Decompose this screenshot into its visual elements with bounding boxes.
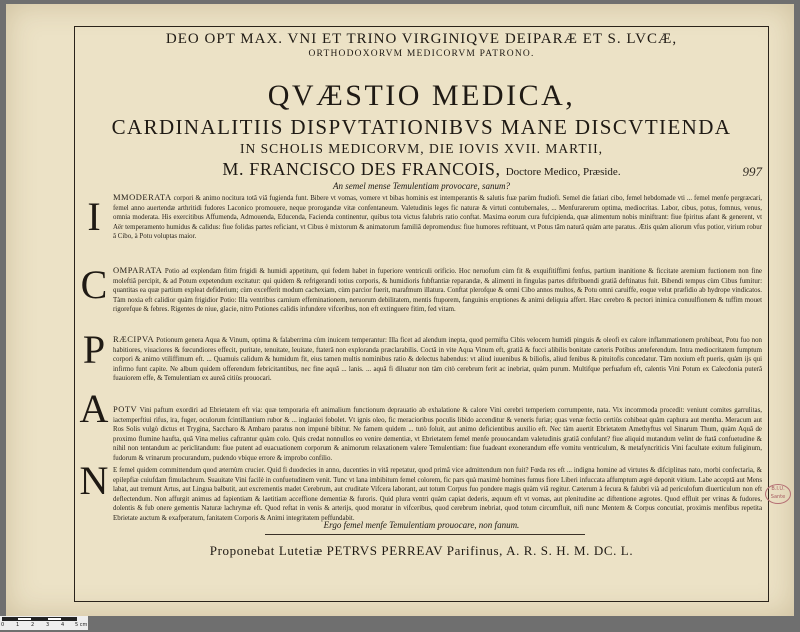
paragraph-lead: MMODERATA: [113, 192, 172, 202]
paragraph-lead: RÆCIPVA: [113, 334, 155, 344]
paragraph-text: Potionum genera Aqua & Vinum, optima & falaberrima cùm inuicem temperantur: Illa ficet ad alendum inepta, quod permifta Cibis velocem humidi pinguis & oleofi ex calore inflammationem prohibeat, Potu fuo non habitiores, viuaciores & fœcundiores effecit, puritate, tenuitate, leuitate, ftaterâ non exploranda præclarabilis. Coctâ in vite Aqua Vinum eft, gratiâ & fucci alibilis bonitate cæteris Potibus anteferendum. Intra mediocritatem fumptum corpori & animo vtiliffimum eft. ... Quamuis calidum & humidum fit, eius tamen multis nominibus ratio & delectus habendus: vt aliud iuuenibus & biliofis, aliud fenibus & pituitofis concedatur. Tàm noxium eft pueris, quàm ijs qui infirmo funt capite. Ne album quidem offerendum febricitantibus, nec fine aquâ ... lanis. ... aquâ fi diluatur non tàm citò cerebrum ferit ac inebriat, quàm purum. Multifque perfuafum eft, calentis Vini Potum ex Calecdonia puterâ fuauiorem effe, & Temulentiam ex aureâ citiùs prouocari.: [113, 337, 762, 383]
drop-cap-initial: P: [82, 327, 106, 372]
divider: [265, 534, 585, 535]
drop-cap-initial: I: [87, 194, 101, 239]
paragraph-text: E femel quidem committendum quod æternùm crucier. Quid fi duodecies in anno, ducenties in vitâ repetatur, quod primâ vice admittendum non fuit? Fœda res eft ... indigna homine ad virtutes & difciplinas nato, morbi confectaria, & epilepfiæ cuiufdam fimulachrum. Suauitate Vini facilè in confuetudinem venit. Tunc vt lana imbibitum femel colorem, fic pars quà maximè homines fumus fiore Liberi infuccata affumptum ægrè deponit vitium. Labe acceptâ aut Mens labat, aut tremunt Artus, aut Lingua balbutit, aut excrementis madet Cerebrum, aut cruditate Vifcera laborant, aut totum Corpus fuo pondere magis quàm viâ regitur. Cæterum à fecura & falubri vià ad periculofum diuerticulum non eft deflectendum. Non affurgit animus ad fapientiam & laetitiam acceffione dementiæ & furoris. Quid plura ventri quàm capiat dederis, æquum eft vt vomas, aut plenitudine ac diftentione ægrotes. Quod effluit per vrinas & fudores, dolentis & fub onere gementis Naturæ lachrymæ eft. Quod reftat in venis & arterijs, quod moratur in vifceribus, quod cerebrum inebriat, quod totum circumfluit, nifi nunc Mentem & Corpus concutiat, proximis menfibus repetita Ebrietate auctum & exafperatum, fanitatem Corporis & Animi integritatem peffundabit.: [113, 467, 762, 522]
paragraph-lead: OMPARATA: [113, 265, 163, 275]
presider-line: [75, 159, 768, 180]
page-sheet: [6, 4, 794, 616]
drop-cap-initial: C: [80, 262, 108, 307]
dedication-line: DEO OPT MAX. VNI ET TRINO VIRGINIQVE DEIPARÆ ET S. LVCÆ,: [165, 31, 678, 47]
subtitle-line: CARDINALITIIS DISPVTATIONIBVS MANE DISCVTIENDA: [111, 115, 732, 139]
ruler-segment: [32, 617, 47, 621]
thesis-border-frame: [74, 26, 769, 602]
proponent-line: Proponebat Lutetiæ PETRVS PERREAV Parifinus, A. R. S. H. M. DC. L.: [209, 543, 634, 558]
ruler-label: 1: [16, 622, 20, 628]
ruler-segment: [47, 617, 62, 621]
library-stamp: B.I.U. Sante: [765, 484, 791, 504]
paragraph-4: [113, 405, 762, 463]
ruler-label: 4: [61, 622, 65, 628]
page-title: QVÆSTIO MEDICA,: [267, 79, 576, 112]
drop-cap-initial: A: [79, 386, 109, 431]
paragraph-2: [113, 266, 762, 334]
paragraph-1: [113, 193, 762, 261]
ruler-label: 2: [31, 622, 35, 628]
ruler-label: 3: [46, 622, 50, 628]
place-date-line: IN SCHOLIS MEDICORVM, DIE IOVIS XVII. MARTII,: [240, 141, 603, 156]
ruler-label: 0: [1, 622, 5, 628]
drop-cap-initial: N: [79, 458, 109, 503]
ruler-label: 5 cm: [75, 622, 88, 628]
paragraph-3: [113, 335, 762, 403]
thesis-question: An semel mense Temulentiam provocare, sanum?: [333, 181, 510, 191]
conclusion-line: Ergo femel menfe Temulentiam prouocare, non fanum.: [323, 520, 520, 530]
paragraph-5: [113, 465, 762, 522]
scale-ruler: [0, 616, 88, 630]
paragraph-text: Vini paftum exordiri ad Ebrietatem eft via: quæ temporaria eft animalium functionum deprauatio ab exhalatione & calore Vini cerebri temperiem corrumpente, nata. Vix incommoda procedit: veniunt comites garrulitas, iactemperftiui rifus, ira, fuger, oculorum fcintillantium rubor & ... inglauiei fobolet. Vt ignis oleo, fic meracioribus poculis libido accenditur & veneris furiæ; quas venæ fectio certiùs cohibeat quàm caphura aut mentha. Meracum aut Ros Solis vulgò dictus et Trygina, Saccharo & Ambaro paratus non impunè bibitur. Ne famem quidem ... tutò foluit, aut animo deficientibus auxilio eft. Nec tàm auertit Ebrietatem Amethyftus vel Sinarum Thum, quàm Aquâ de proximo flumine haufta, quâ Vina melius caftrantur quàm colo. Quis credat nonnullos eo venire dementiæ, vt Ebrietatem femel menfe prouocandam valetudinis gratiâ confulant? fiue aliquid mutandum velint de ftatâ confuetudine & nihil non tentandum ac periclitandum: fiue putent ad euacuationem corporum & animorum relaxationem valere Temulentiam: fiue fuadeant exonerandum effe vomitu ventriculum, & metafyncriticis Vini facultate exitum fuliginum, fudorum & vrinarum procurandum, pudendo vbique errore & improbo confilio.: [113, 407, 762, 462]
ruler-segment: [17, 617, 32, 621]
paragraph-text: corpori & animo nocitura totâ viâ fugienda funt. Bibere vt vomas, vomere vt bibas hominis est intemperantis & salutis fuæ parùm ftudiofi. Semel die fatiari cibo, femel hebdomade vti ... femel menfe pergræcari, femel anno auertendæ arthritidi fudores Laconico promouere, neque prorogandæ vitæ confentaneum. Valetudinis leges fic naturæ & virtuti contubernales, ... Menfurarerum optima, mediocritas. Labor, cibus, potus, fomnus, venus, omnia moderata. His exercitibus Affumenda, Admouenda, Educenda, Facienda continentur, quibus tota victus falubris ratio conftat. Maxima eorum cura fufcipienda, quæ alimentum nobis miniftrant: fiue fpiritus afant & generent, vt Aër temperamento humidus & calidus: fiue folidas partes reficiant, vt Cibus è mixtorum & animatorum familiâ depromendus: fiue humores reftituant, vt Potus tâm naturâ quàm arte paratus. Ætis quàm aliorum vfus potior, virium robur â Cibo, à Potu voluptas maior.: [113, 195, 762, 241]
ruler-segment: [2, 617, 17, 621]
folio-number: 997: [742, 164, 762, 179]
ruler-segment: [62, 617, 77, 621]
patron-line: ORTHODOXORVM MEDICORVM PATRONO.: [308, 49, 535, 59]
paragraph-lead: POTV: [113, 404, 138, 414]
presider-role: Doctore Medico, Præside.: [505, 166, 621, 178]
presider-name: M. FRANCISCO DES FRANCOIS,: [222, 159, 501, 179]
paragraph-text: Potio ad explendam fitim frigidi & humidi appetitum, qui fedem habet in fuperiore ventriculi orificio. Hoc neruofum cùm fit & exquifitiffimi fenfus, partium inanitione & ficcitate aremium fuctionem non fine moleftiâ percipit, & ad Potum expetendum excitatur: qui quidem & refrigerandi totius corporis, & humidioris fubftantiæ reparandæ, & alimenti in fingulas partes diftribuendi gratiâ deftinatus fuit. Bibendi tempus cùm Cibus fumitur: quantitas ea quæ partium expleat defiderium; cùm excefferit modum cachexiam, cùm parcior fuerit, marafmum illatura. Conftat plerofque & omni Cibo annos multos, & Potu omni caruiffe, eoque velut præfidio ab hydrope vindicatos. Tàm noxia eft calidior quàm frigidior Potio: Illa ventribus carnium effeminationem, neruorum debilitatem, mentis ftuporem, fanguinis eruptiones & animi deliquia affert. Hæc cerebro & pectori inimica conuulfionem & tuffim mouet rigorefque & febres. Rigentes de niue, glacie, nitro Potiones calidis infundere vifceribus, non eft extinguere fitim, fed vitam.: [113, 268, 762, 314]
